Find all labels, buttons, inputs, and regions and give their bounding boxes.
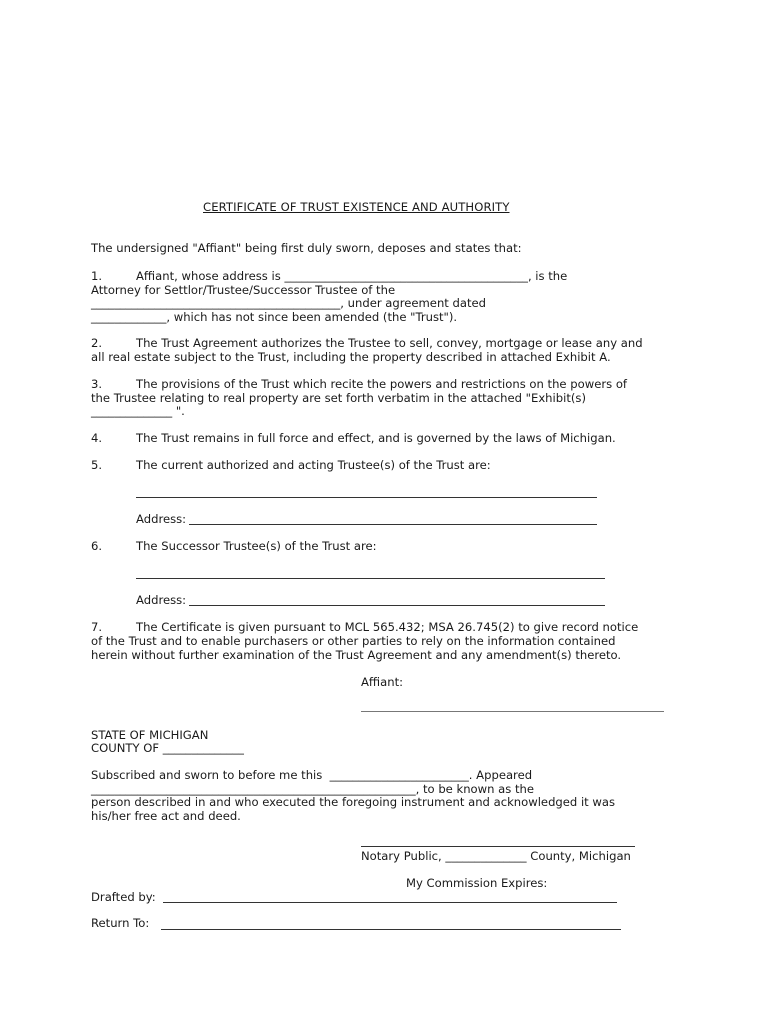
notary-signature-line (361, 846, 635, 847)
trustee-name-line (136, 497, 597, 498)
return-to-label: Return To: (91, 916, 150, 930)
item-4-line-1: The Trust remains in full force and effect, and is governed by the laws of Michigan. (136, 431, 616, 445)
item-3-line-2: the Trustee relating to real property are set forth verbatim in the attached "Exhibit(s) (91, 391, 586, 405)
successor-name-line (136, 578, 605, 579)
jurat-line-3: person described in and who executed the foregoing instrument and acknowledged it was (91, 795, 616, 809)
county-label: COUNTY OF ______________ (91, 741, 244, 755)
drafted-by-line (163, 902, 617, 903)
jurat-line-4: his/her free act and deed. (91, 809, 241, 823)
successor-address-line (189, 605, 605, 606)
intro-text: The undersigned "Affiant" being first duly sworn, deposes and states that: (91, 241, 522, 255)
successor-address-label: Address: (136, 593, 187, 607)
item-6-line-1: The Successor Trustee(s) of the Trust are: (136, 539, 377, 553)
affiant-label: Affiant: (361, 675, 404, 689)
item-7-line-1: The Certificate is given pursuant to MCL 565.432; MSA 26.745(2) to give record notice (136, 620, 639, 634)
item-7-line-3: herein without further examination of the Trust Agreement and any amendment(s) thereto. (91, 648, 622, 662)
drafted-by-label: Drafted by: (91, 890, 156, 904)
item-5-number: 5. (91, 458, 103, 472)
item-3-line-3: ______________ ". (91, 404, 185, 418)
item-1-number: 1. (91, 269, 103, 283)
jurat-line-2: ________________________________________________________, to be known as the (91, 782, 535, 796)
item-7-line-2: of the Trust and to enable purchasers or other parties to rely on the information contained (91, 634, 616, 648)
item-1-line-3: ___________________________________________, under agreement dated (91, 296, 487, 310)
return-to-line (161, 929, 621, 930)
commission-expires-label: My Commission Expires: (406, 876, 548, 890)
notary-label: Notary Public, ______________ County, Michigan (361, 849, 631, 863)
item-5-line-1: The current authorized and acting Trustee(s) of the Trust are: (136, 458, 491, 472)
item-2-line-1: The Trust Agreement authorizes the Trustee to sell, convey, mortgage or lease any and (136, 336, 643, 350)
item-7-number: 7. (91, 620, 103, 634)
state-label: STATE OF MICHIGAN (91, 728, 209, 742)
item-3-number: 3. (91, 377, 103, 391)
item-4-number: 4. (91, 431, 103, 445)
item-1-line-1: Affiant, whose address is __________________________________________, is the (136, 269, 568, 283)
item-1-line-2: Attorney for Settlor/Trustee/Successor Trustee of the (91, 283, 396, 297)
item-3-line-1: The provisions of the Trust which recite the powers and restrictions on the powers of (136, 377, 627, 391)
document-title: CERTIFICATE OF TRUST EXISTENCE AND AUTHORITY (203, 200, 510, 214)
trustee-address-label: Address: (136, 512, 187, 526)
jurat-line-1: Subscribed and sworn to before me this ________________________. Appeared (91, 768, 533, 782)
item-2-number: 2. (91, 336, 103, 350)
item-1-line-4: _____________, which has not since been amended (the "Trust"). (91, 310, 458, 324)
trustee-address-line (189, 524, 597, 525)
item-2-line-2: all real estate subject to the Trust, including the property described in attached Exhibit A. (91, 350, 611, 364)
affiant-signature-line (361, 711, 664, 712)
item-6-number: 6. (91, 539, 103, 553)
